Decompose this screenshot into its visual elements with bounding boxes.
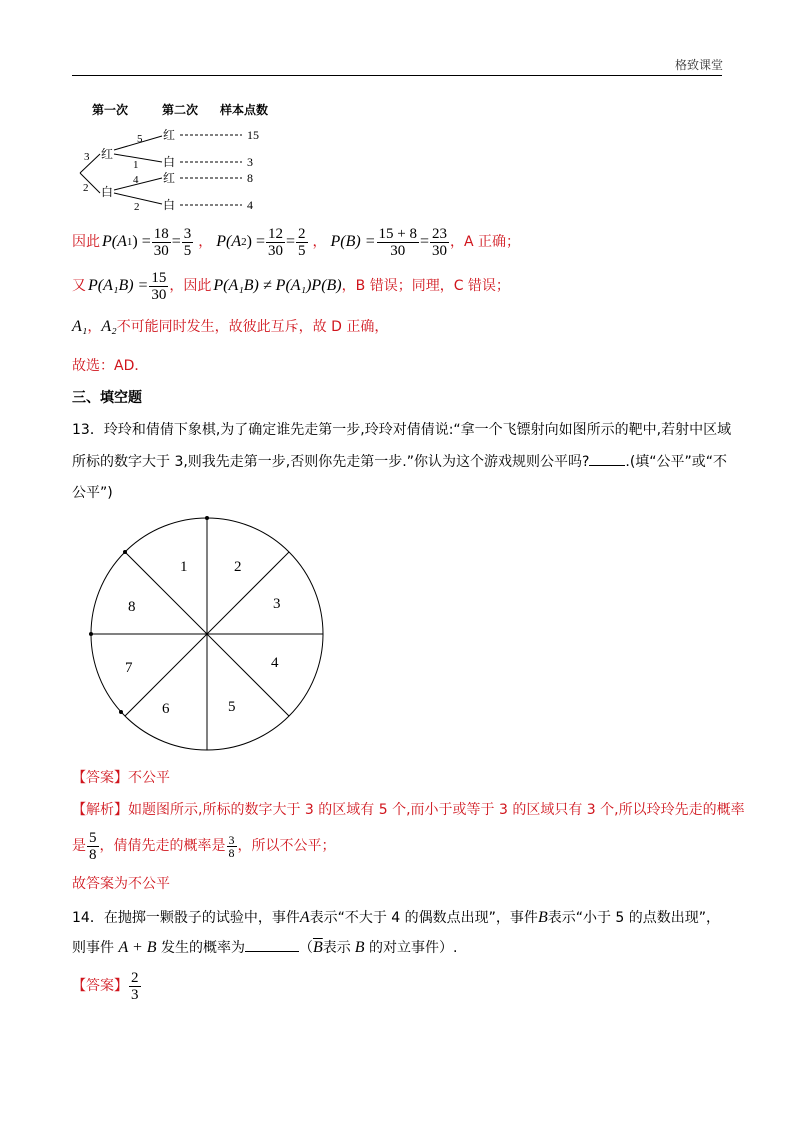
tree-branch-3: 3 [84, 151, 90, 163]
q14-answer-blank [245, 951, 299, 952]
probability-tree-diagram [70, 98, 290, 218]
section-title: 三、填空题 [72, 390, 142, 406]
sector-3: 3 [273, 596, 281, 612]
tree-branch-2: 2 [83, 182, 89, 194]
tree-leaf-rr: 红 [163, 128, 176, 142]
q13-conclusion: 故答案为不公平 [72, 876, 170, 892]
sector-4: 4 [271, 655, 279, 671]
sector-6: 6 [162, 701, 170, 717]
q13-answer-blank [589, 465, 625, 466]
sector-5: 5 [228, 699, 236, 715]
tree-leaf-ww: 白 [163, 198, 176, 212]
sector-2: 2 [234, 559, 242, 575]
tree-w-rr: 5 [137, 133, 143, 145]
tree-count-ww: 4 [247, 198, 253, 212]
sector-8: 8 [128, 599, 136, 615]
tree-col-first: 第一次 [92, 103, 129, 117]
tree-w-ww: 2 [134, 201, 140, 213]
tree-count-rr: 15 [247, 128, 259, 142]
tree-count-rw: 3 [247, 155, 253, 169]
q14-line1: 14．在抛掷一颗骰子的试验中，事件A表示“不大于 4 的偶数点出现”，事件B表示“小于 5 的点数出现”， [72, 909, 721, 926]
tree-node-red: 红 [101, 147, 114, 161]
sector-1: 1 [180, 559, 188, 575]
tree-node-white: 白 [101, 185, 114, 199]
dartboard-target [88, 515, 328, 755]
tree-leaf-rw: 白 [163, 155, 176, 169]
q12-conclusion: 故选：AD． [72, 358, 149, 374]
tree-w-rw: 1 [133, 159, 139, 171]
q14-expression: A + B [118, 939, 157, 956]
q13-line1: 13．玲玲和倩倩下象棋,为了确定谁先走第一步,玲玲对倩倩说:“拿一个飞镖射向如图所示的靶中,若射中区域 [72, 422, 732, 438]
q13-line2: 所标的数字大于 3,则我先走第一步,否则你先走第一步.”你认为这个游戏规则公平吗? .(填“公平”或“不 [72, 454, 728, 470]
q13-line3: 公平”) [72, 485, 113, 501]
header-title: 格致课堂 [675, 58, 724, 72]
q12-line2: 又 P(A₁B) = $\frac{15}{30}$ ，因此 P(A₁B) ≠ P(A₁)P(B) ，B 错误；同理，C 错误； [72, 269, 510, 303]
tree-col-second: 第二次 [162, 103, 199, 117]
header-rule [72, 75, 722, 76]
tree-leaf-wr: 红 [163, 171, 176, 185]
q13-answer: 【答案】不公平 [72, 770, 170, 786]
tree-col-count: 样本点数 [220, 103, 269, 117]
sector-7: 7 [125, 660, 133, 676]
q12-line3: A₁，A₂不可能同时发生，故彼此互斥，故 D 正确， [72, 318, 389, 335]
q14-line2: 则事件 A + B 发生的概率为 （$\overline{B}$表示 B 的对立事件）. [72, 939, 458, 956]
q14-answer: 【答案】 $\frac{2}{3}$ [72, 969, 139, 1003]
tree-w-wr: 4 [133, 174, 139, 186]
q12-line1: 因此 P(A 1 ) = $\frac{18}{30}$ = $\frac{3}{5}$ ， P(A 2 ) = $\frac{12}{30}$ = $\frac{2}{5}$ ， P(B) = $\frac{15 + 8}{30}$ = $\frac{23}{30}$ ，A 正确； [72, 225, 521, 259]
tree-count-wr: 8 [247, 171, 253, 185]
q13-explanation-line2: 是 $\frac{5}{8}$ ，倩倩先走的概率是 $\frac{3}{8}$ ，所以不公平； [72, 829, 336, 863]
q13-explanation-line1: 【解析】如题图所示,所标的数字大于 3 的区域有 5 个,而小于或等于 3 的区域只有 3 个,所以玲玲先走的概率 [72, 802, 745, 818]
